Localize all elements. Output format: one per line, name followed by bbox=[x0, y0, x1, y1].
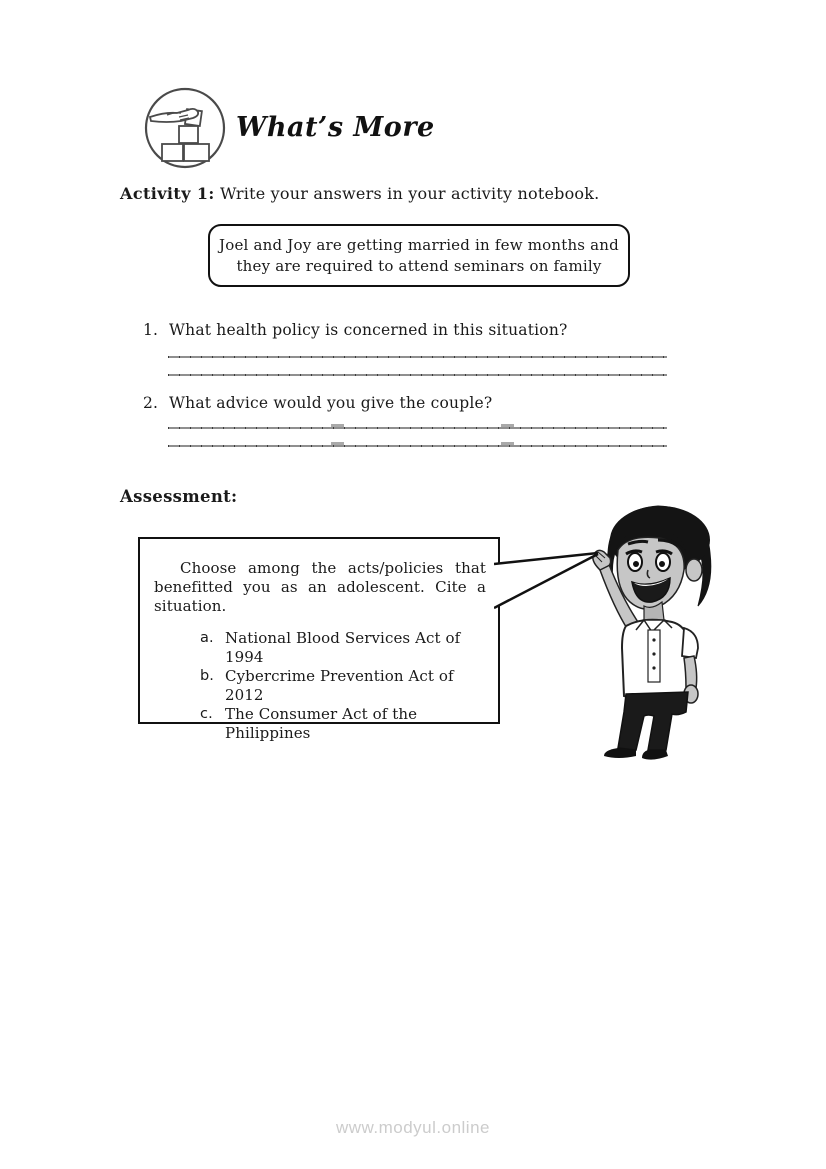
list-item-text bbox=[225, 629, 486, 667]
list-item-line: Cybercrime Prevention Act of 2012 bbox=[225, 667, 454, 704]
hand-stacking-blocks-icon bbox=[143, 86, 227, 170]
assessment-intro-line: Choose among the acts/policies that bbox=[180, 559, 486, 577]
activity-text: Write your answers in your activity notebook. bbox=[214, 184, 600, 203]
list-item-line: 1994 bbox=[225, 648, 264, 666]
list-item-text bbox=[225, 705, 486, 743]
boy-pointing-cartoon bbox=[548, 498, 728, 770]
answer-line bbox=[168, 427, 667, 429]
assessment-intro-line: benefitted you as an adolescent. Cite a bbox=[154, 578, 486, 596]
question-1 bbox=[143, 321, 568, 339]
list-item-line: National Blood Services Act of bbox=[225, 629, 461, 647]
list-item-label: c. bbox=[200, 706, 213, 722]
list-item bbox=[154, 705, 486, 743]
scenario-line: they are required to attend seminars on family bbox=[236, 256, 602, 275]
question-2 bbox=[143, 394, 492, 412]
footer-watermark: www.modyul.online bbox=[335, 1118, 490, 1137]
activity-instruction bbox=[120, 184, 599, 203]
list-item bbox=[154, 629, 486, 667]
line-artifact-mark bbox=[501, 442, 514, 445]
line-artifact-mark bbox=[331, 424, 344, 427]
list-item-label: b. bbox=[200, 668, 215, 684]
question-2-text: What advice would you give the couple? bbox=[169, 394, 493, 412]
scenario-box bbox=[208, 224, 630, 287]
question-1-number: 1. bbox=[143, 321, 159, 339]
list-item-line: The Consumer Act of the bbox=[225, 705, 418, 723]
assessment-intro-line: situation. bbox=[154, 597, 227, 615]
question-1-text: What health policy is concerned in this situation? bbox=[169, 321, 568, 339]
scenario-line: Joel and Joy are getting married in few months and bbox=[219, 235, 619, 254]
answer-line bbox=[168, 356, 667, 358]
assessment-options-list bbox=[154, 629, 486, 743]
list-item bbox=[154, 667, 486, 705]
assessment-box bbox=[138, 537, 500, 742]
page-title: What’s More bbox=[236, 112, 435, 143]
activity-label: Activity 1: bbox=[120, 184, 215, 203]
question-2-number: 2. bbox=[143, 394, 159, 412]
list-item-label: a. bbox=[200, 630, 214, 646]
assessment-heading: Assessment: bbox=[120, 487, 238, 506]
answer-line bbox=[168, 374, 667, 376]
line-artifact-mark bbox=[331, 442, 344, 445]
speech-tail bbox=[494, 544, 606, 616]
list-item-line: Philippines bbox=[225, 724, 311, 742]
answer-line bbox=[168, 445, 667, 447]
list-item-text bbox=[225, 667, 486, 705]
line-artifact-mark bbox=[501, 424, 514, 427]
